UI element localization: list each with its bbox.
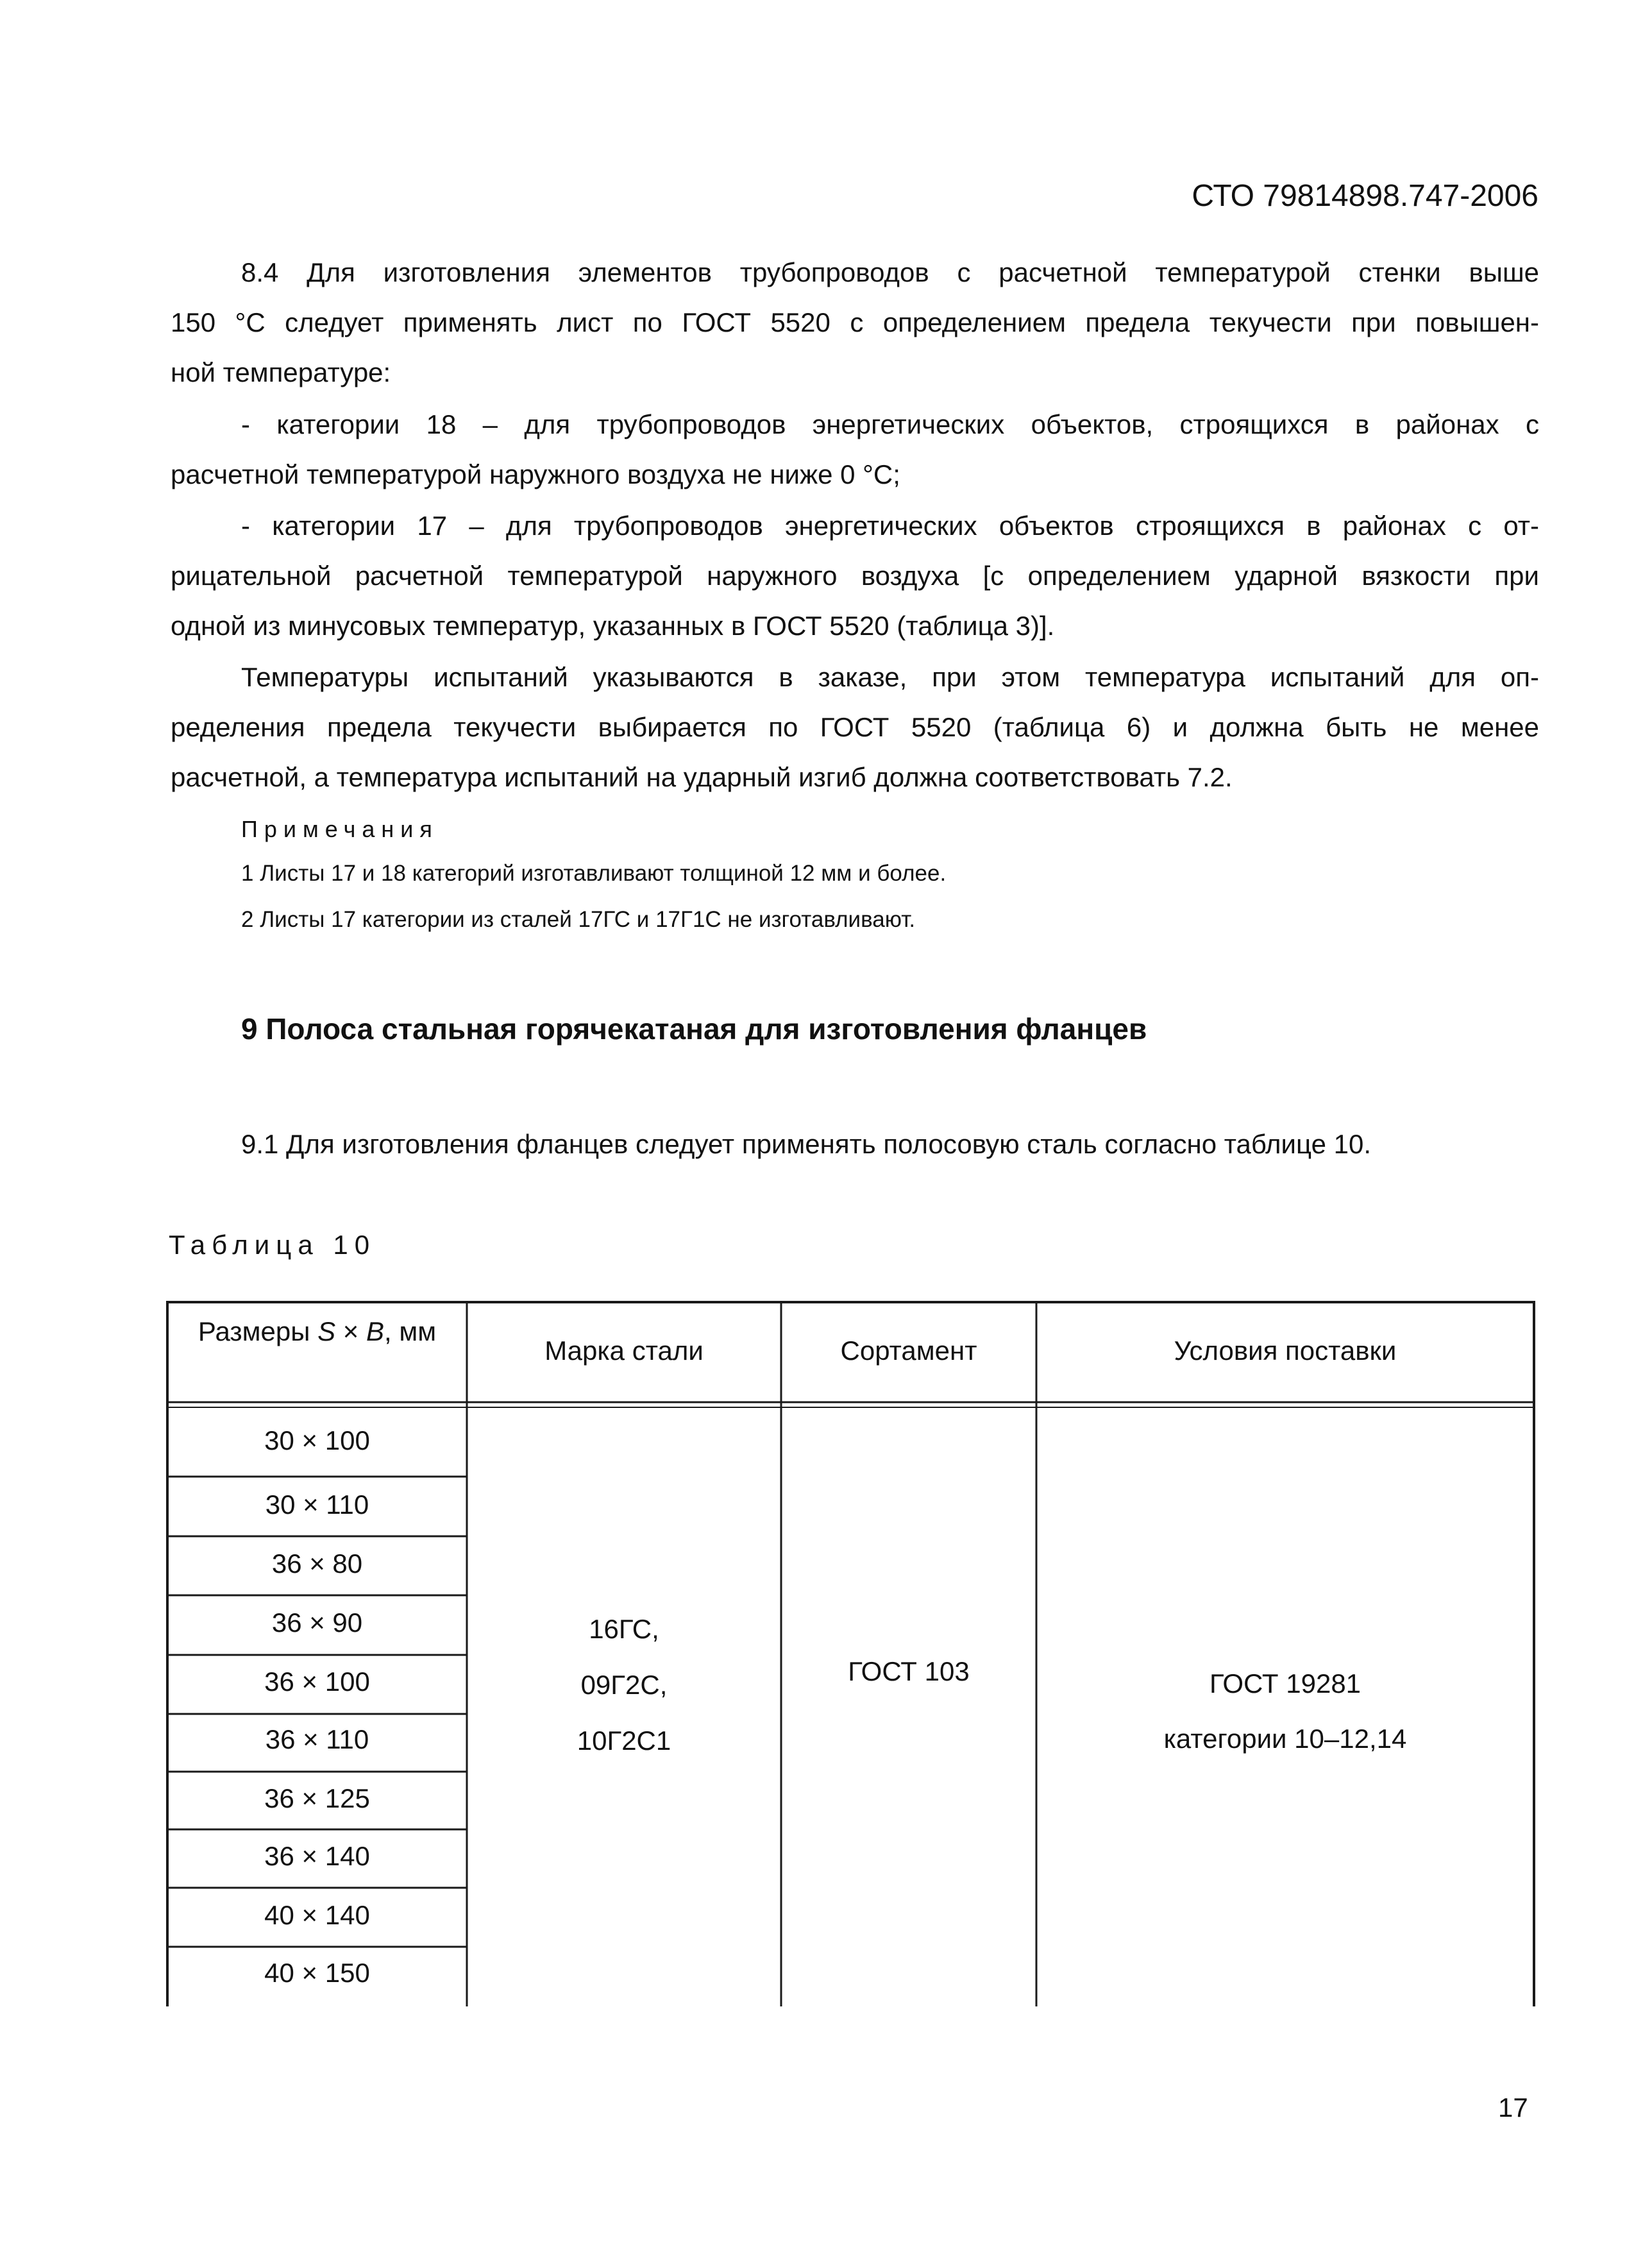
table-cell-delivery (1036, 1656, 1534, 1767)
table-cell-size: 40 × 150 (264, 1958, 370, 1988)
paragraph-line: 8.4 Для изготовления элементов трубопроводов с расчетной температурой стенки выше (241, 257, 1539, 287)
table-cell-size: 36 × 125 (264, 1783, 370, 1813)
paragraph-line: расчетной температурой наружного воздуха не ниже 0 °С; (171, 459, 900, 489)
paragraph-line: ределения предела текучести выбирается по ГОСТ 5520 (таблица 6) и должна быть не менее (171, 712, 1539, 742)
table-cell-size: 36 × 110 (265, 1724, 369, 1754)
delivery-line: категории 10–12,14 (1163, 1724, 1407, 1754)
steel-grade: 10Г2С1 (577, 1725, 671, 1756)
column-header-steel: Марка стали (544, 1335, 704, 1366)
list-item-category-18 (171, 400, 1539, 500)
table-cell-size: 30 × 110 (265, 1489, 369, 1520)
column-header-text: , мм (384, 1316, 437, 1346)
paragraph-9-1: 9.1 Для изготовления фланцев следует применять полосовую сталь согласно таблице 10. (241, 1129, 1372, 1159)
table-cell-size: 36 × 80 (271, 1548, 363, 1579)
delivery-line: ГОСТ 19281 (1209, 1668, 1361, 1699)
paragraph-line: рицательной расчетной температурой наружного воздуха [с определением ударной вязкости при (171, 561, 1539, 591)
paragraph-line: ной температуре: (171, 357, 391, 387)
paragraph-line: - категории 17 – для трубопроводов энергетических объектов строящихся в районах с от- (241, 511, 1539, 541)
list-item-category-17 (171, 501, 1539, 651)
paragraph-line: Температуры испытаний указываются в заказе, при этом температура испытаний для оп- (241, 662, 1539, 692)
table-cell-size: 36 × 90 (271, 1607, 363, 1638)
column-header-symbol: B (366, 1316, 385, 1346)
paragraph-line: - категории 18 – для трубопроводов энергетических объектов, строящихся в районах с (241, 409, 1539, 439)
table-cell-size: 36 × 140 (264, 1841, 370, 1871)
table-caption: Таблица 10 (169, 1230, 376, 1260)
note-item: 1 Листы 17 и 18 категорий изготавливают толщиной 12 мм и более. (241, 861, 947, 886)
table-cell-size: 36 × 100 (264, 1666, 370, 1697)
notes-label: Примечания (241, 816, 439, 842)
table-cell-size: 30 × 100 (264, 1425, 370, 1455)
paragraph-test-temperatures (171, 652, 1539, 802)
column-header-delivery: Условия поставки (1174, 1335, 1397, 1366)
steel-grade: 16ГС, (589, 1614, 659, 1644)
column-header-sizes (167, 1316, 467, 1347)
column-header-text: Размеры (198, 1316, 318, 1346)
table-cell-steel-grades (467, 1601, 781, 1768)
section-heading: 9 Полоса стальная горячекатаная для изготовления фланцев (241, 1012, 1147, 1046)
steel-grade: 09Г2С, (580, 1670, 668, 1700)
table-cell-assortment: ГОСТ 103 (848, 1656, 970, 1686)
paragraph-8-4 (171, 248, 1539, 398)
paragraph-line: расчетной, а температура испытаний на ударный изгиб должна соответствовать 7.2. (171, 762, 1233, 792)
column-header-assortment: Сортамент (840, 1335, 977, 1366)
note-item: 2 Листы 17 категории из сталей 17ГС и 17Г1С не изготавливают. (241, 907, 916, 932)
table-cell-size: 40 × 140 (264, 1900, 370, 1930)
column-header-text: × (335, 1316, 366, 1346)
paragraph-line: одной из минусовых температур, указанных в ГОСТ 5520 (таблица 3)]. (171, 611, 1055, 641)
document-code: СТО 79814898.747-2006 (1192, 179, 1538, 213)
page-number: 17 (1498, 2092, 1528, 2123)
paragraph-line: 150 °С следует применять лист по ГОСТ 5520 с определением предела текучести при повышен- (171, 307, 1539, 337)
column-header-symbol: S (317, 1316, 336, 1346)
